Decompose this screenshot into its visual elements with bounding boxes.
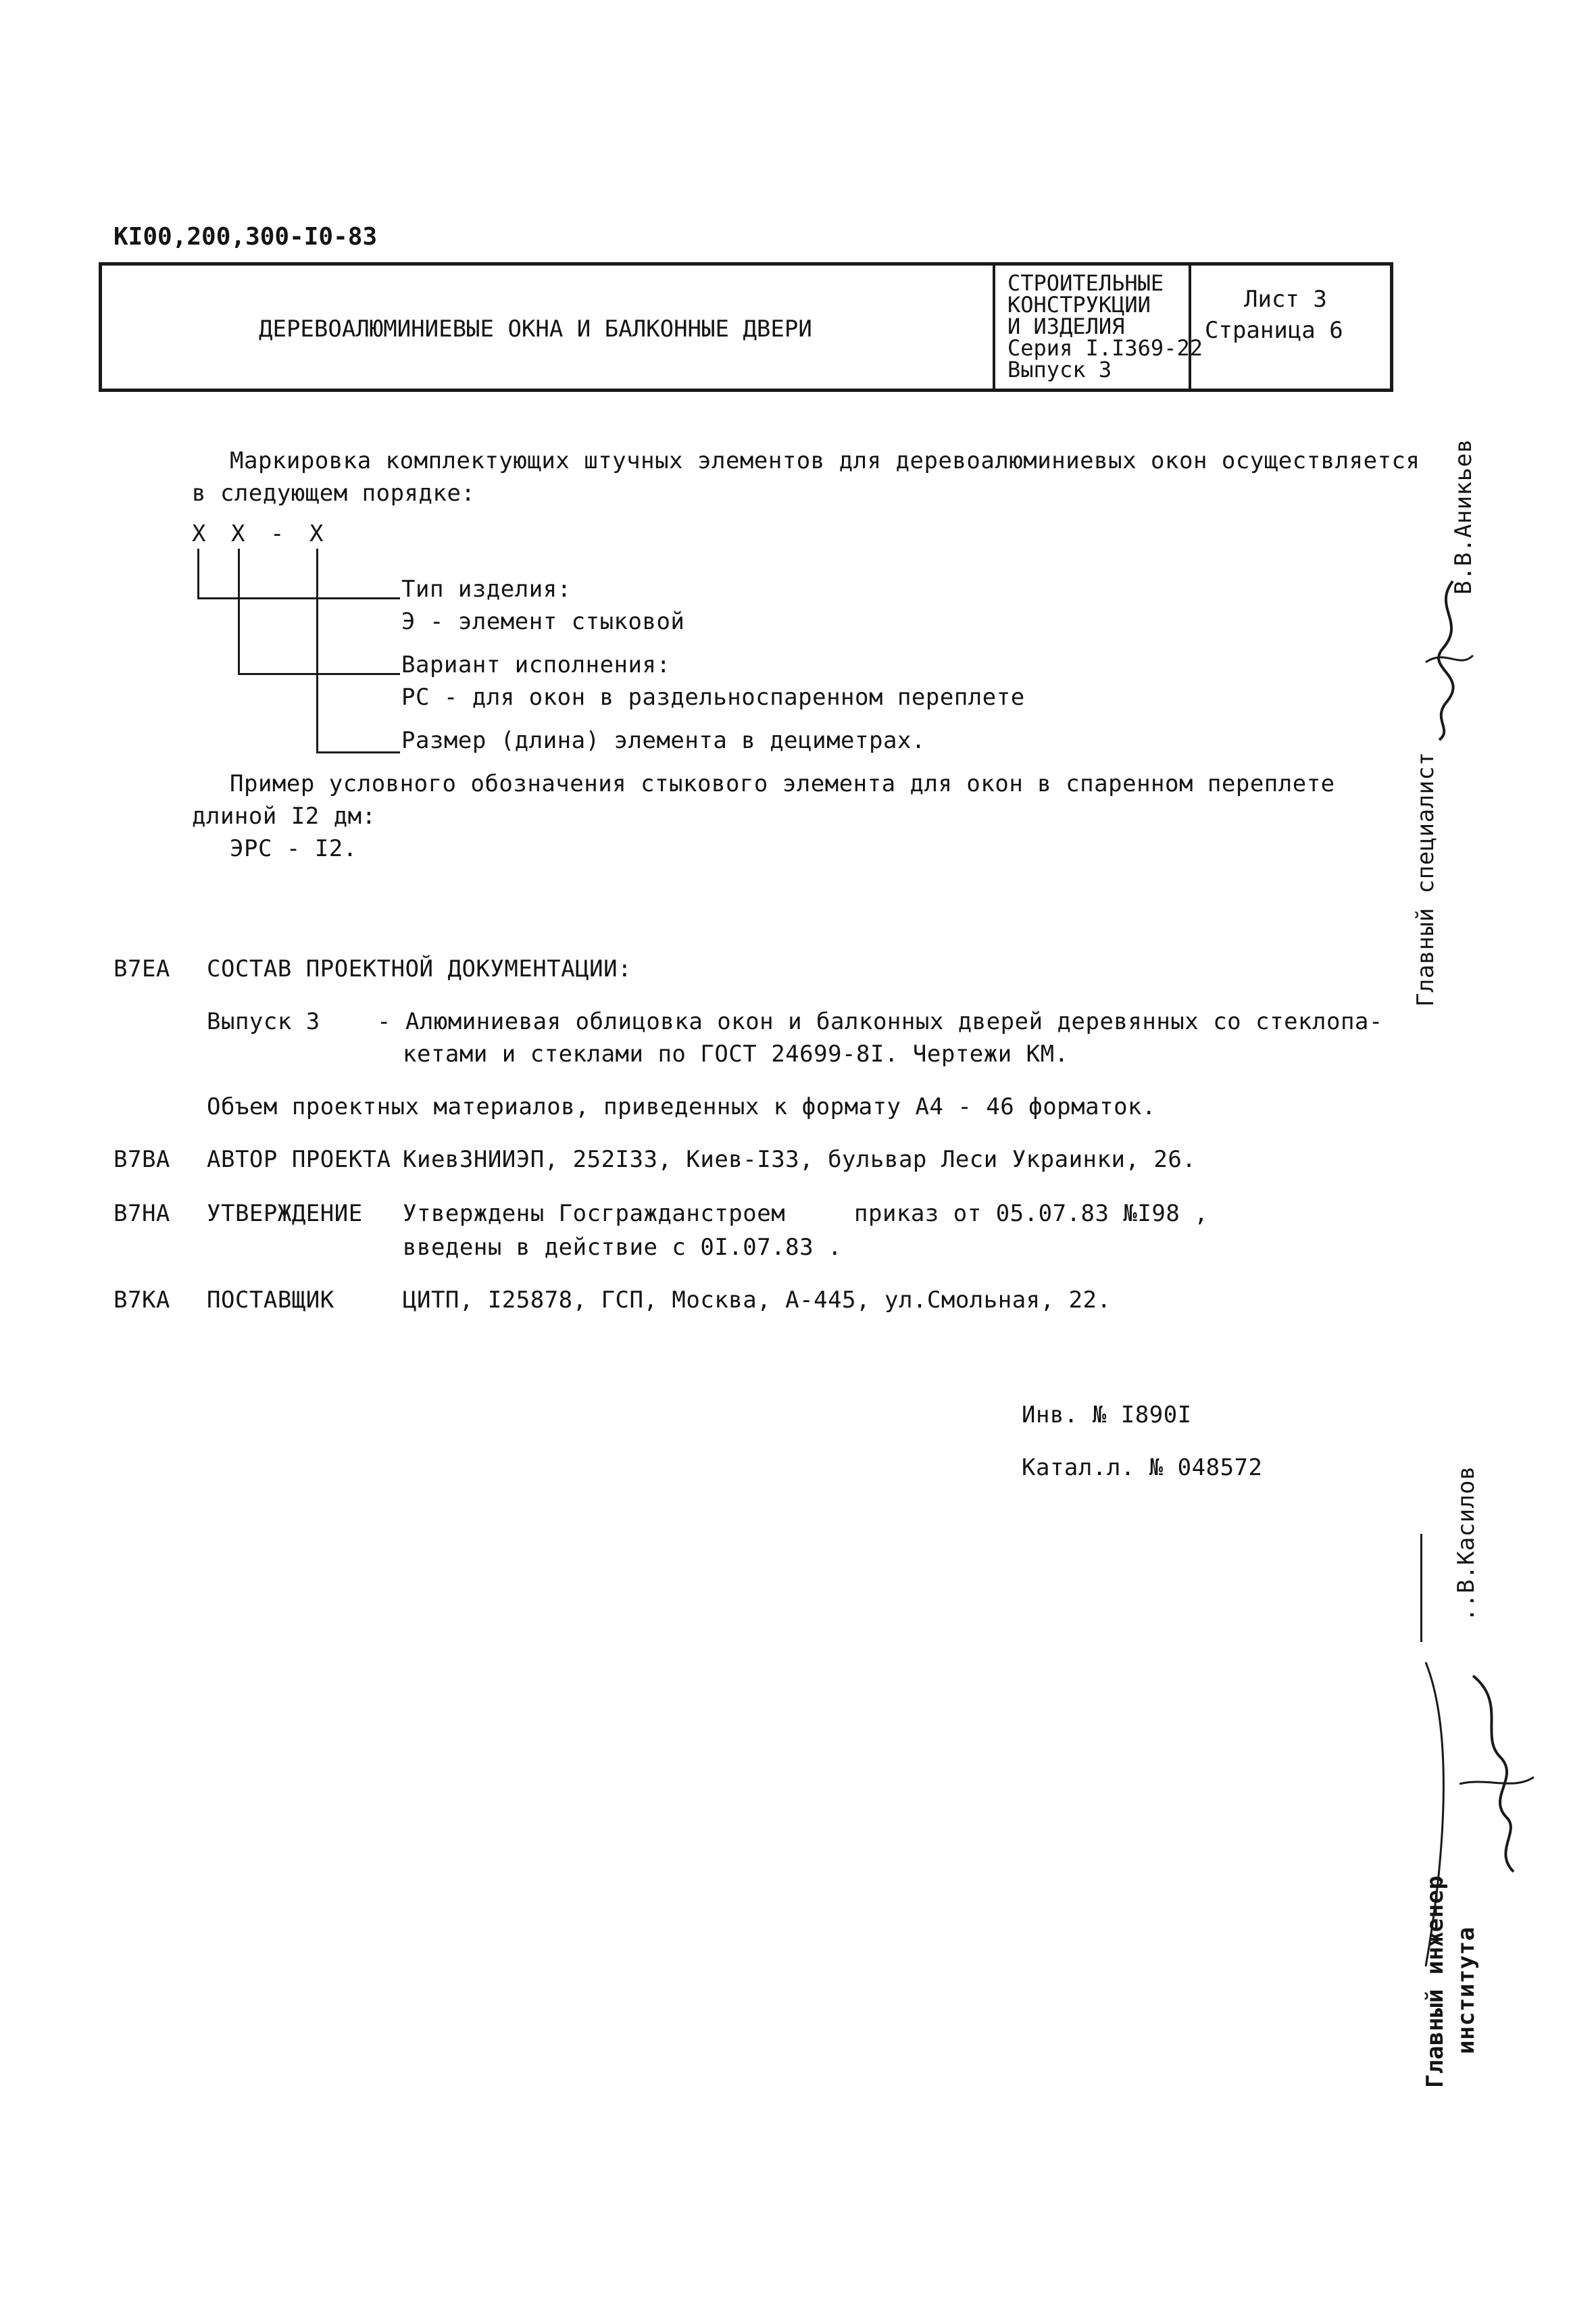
- sheet-number: Лист 3: [1244, 286, 1327, 313]
- scheme-connector: [238, 549, 240, 674]
- document-code: КI00,200,300-I0-83: [114, 223, 378, 251]
- volume-text: Объем проектных материалов, приведенных к формату А4 - 46 форматок.: [207, 1093, 1156, 1120]
- engineer-name: ..В.Касилов: [1453, 1466, 1480, 1622]
- section-text: Утверждены Госгражданстроем: [403, 1200, 786, 1227]
- scheme-connector: [197, 597, 400, 599]
- size-label: Размер (длина) элемента в дециметрах.: [401, 727, 926, 754]
- scheme-char: Х: [309, 520, 324, 547]
- scheme-char: Х: [192, 520, 206, 547]
- catalog-number: Катал.л. № 048572: [1022, 1454, 1263, 1481]
- scheme-connector: [316, 549, 318, 753]
- issue-text: - Алюминиевая облицовка окон и балконных дверей деревянных со стеклопа-: [377, 1008, 1383, 1035]
- example-line: Пример условного обозначения стыкового элемента для окон в спаренном переплете: [230, 770, 1335, 797]
- scheme-connector: [238, 673, 400, 675]
- header-table: [99, 262, 1393, 392]
- specialist-signature-icon: [1405, 568, 1487, 743]
- intro-line: в следующем порядке:: [192, 480, 476, 507]
- specialist-title: Главный специалист: [1412, 751, 1439, 1007]
- approval-order: приказ от 05.07.83 №I98 ,: [854, 1200, 1209, 1227]
- section-title: АВТОР ПРОЕКТА: [207, 1146, 391, 1173]
- series-line: Выпуск 3: [1007, 357, 1112, 382]
- header-series-cell: [995, 266, 1203, 389]
- scheme-connector: [197, 549, 199, 599]
- variant-value: РС - для окон в раздельноспаренном переплете: [401, 684, 1025, 711]
- scheme-char: -: [270, 520, 284, 547]
- section-code: В7ЕА: [114, 955, 170, 982]
- series-line: И ИЗДЕЛИЯ: [1007, 314, 1125, 339]
- section-text: введены в действие с 0I.07.83 .: [403, 1234, 843, 1261]
- example-value: ЭРС - I2.: [230, 835, 357, 862]
- type-label: Тип изделия:: [401, 576, 572, 603]
- section-code: В7НА: [114, 1200, 170, 1227]
- section-code: В7ВА: [114, 1146, 170, 1173]
- issue-label: Выпуск 3: [207, 1008, 320, 1035]
- engineer-title: Главный инженер: [1422, 1875, 1449, 2088]
- scheme-char: Х: [231, 520, 245, 547]
- variant-label: Вариант исполнения:: [401, 651, 671, 678]
- series-line: КОНСТРУКЦИИ: [1007, 292, 1151, 318]
- section-text: КиевЗНИИЭП, 252I33, Киев-I33, бульвар Леси Украинки, 26.: [403, 1146, 1197, 1173]
- header-title-cell: [102, 266, 995, 389]
- example-line: длиной I2 дм:: [192, 803, 376, 830]
- issue-text: кетами и стеклами по ГОСТ 24699-8I. Чертежи КМ.: [403, 1041, 1069, 1068]
- section-code: В7КА: [114, 1287, 170, 1314]
- series-line: СТРОИТЕЛЬНЫЕ: [1007, 270, 1164, 296]
- page-number: Страница 6: [1205, 317, 1343, 344]
- type-value: Э - элемент стыковой: [401, 608, 685, 635]
- specialist-name: В.В.Аникьев: [1450, 439, 1477, 595]
- section-title: СОСТАВ ПРОЕКТНОЙ ДОКУМЕНТАЦИИ:: [207, 955, 632, 982]
- scheme-connector: [316, 751, 400, 753]
- intro-line: Маркировка комплектующих штучных элементов для деревоалюминиевых окон осуществляется: [230, 447, 1420, 474]
- section-title: УТВЕРЖДЕНИЕ: [207, 1200, 363, 1227]
- section-title: ПОСТАВЩИК: [207, 1287, 334, 1314]
- section-text: ЦИТП, I25878, ГСП, Москва, А-445, ул.Смольная, 22.: [403, 1287, 1112, 1314]
- document-title: ДЕРЕВОАЛЮМИНИЕВЫЕ ОКНА И БАЛКОННЫЕ ДВЕРИ: [259, 316, 812, 343]
- header-sheet-cell: [1191, 266, 1390, 389]
- inventory-number: Инв. № I890I: [1022, 1401, 1192, 1428]
- engineer-title: института: [1453, 1926, 1480, 2054]
- signature-line: [1420, 1534, 1422, 1642]
- series-line: Серия I.I369-22: [1007, 335, 1203, 361]
